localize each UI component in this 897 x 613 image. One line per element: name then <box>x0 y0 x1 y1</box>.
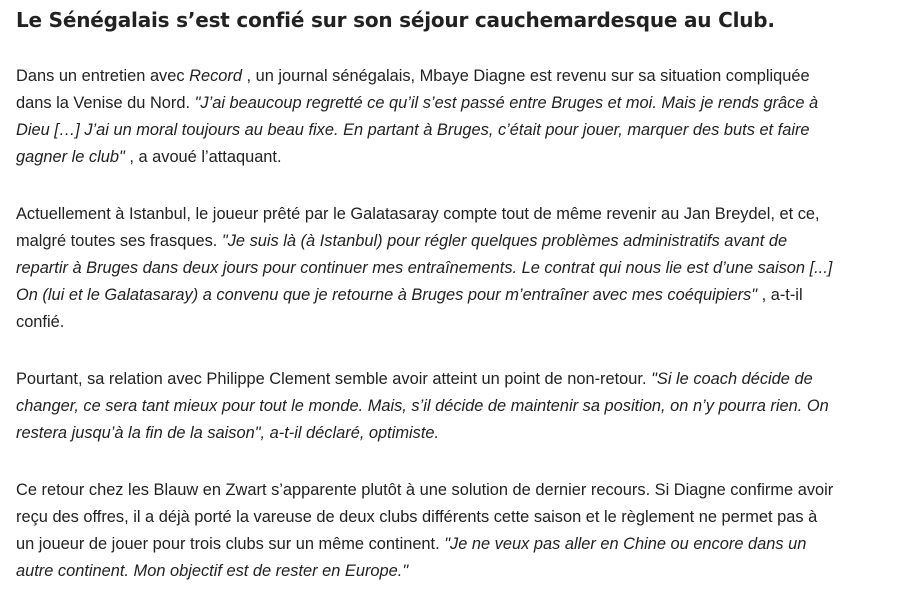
paragraph-line <box>16 477 833 504</box>
quote-text: "J’ai beaucoup regretté ce qu’il s’est passé entre Bruges et moi. Mais je rends grâce à <box>194 94 819 112</box>
paragraph-line <box>16 531 833 558</box>
body-text: , a avoué l’attaquant. <box>124 148 282 166</box>
quote-text: gagner le club" <box>16 148 125 166</box>
paragraph-line <box>16 366 829 393</box>
body-text: reçu des offres, il a déjà porté la vareuse de deux clubs différents cette saison et le règlement ne permet pas à <box>16 508 818 526</box>
body-text: Ce retour chez les Blauw en Zwart s’apparente plutôt à une solution de dernier recours. Si Diagne confirme avoir <box>16 481 834 499</box>
quote-text: restera jusqu’à la fin de la saison", a-t-il déclaré, optimiste. <box>16 424 440 442</box>
body-text: dans la Venise du Nord. <box>16 94 195 112</box>
paragraph-line <box>16 144 818 171</box>
paragraph-line <box>16 420 829 447</box>
paragraph-line <box>16 309 832 336</box>
paragraph-line <box>16 255 832 282</box>
article-paragraph <box>16 201 832 336</box>
paragraph-line <box>16 558 833 585</box>
quote-text: On (lui et le Galatasaray) a convenu que je retourne à Bruges pour m’entraîner avec mes coéquipiers" <box>16 286 758 304</box>
body-text: Actuellement à Istanbul, le joueur prêté par le Galatasaray compte tout de même revenir au Jan Breydel, et ce, <box>16 205 820 223</box>
body-text: Pourtant, sa relation avec Philippe Clement semble avoir atteint un point de non-retour. <box>16 370 652 388</box>
article-headline: Le Sénégalais s’est confié sur son séjour cauchemardesque au Club. <box>16 8 775 32</box>
article-paragraph <box>16 63 818 171</box>
quote-text: "Si le coach décide de <box>651 370 813 388</box>
body-text: Dans un entretien avec <box>16 67 190 85</box>
quote-text: autre continent. Mon objectif est de rester en Europe." <box>16 562 409 580</box>
paragraph-line <box>16 117 818 144</box>
body-text: confié. <box>16 313 65 331</box>
article-paragraph <box>16 366 829 447</box>
paragraph-line <box>16 201 832 228</box>
body-text: , a-t-il <box>757 286 803 304</box>
body-text: , un journal sénégalais, Mbaye Diagne est revenu sur sa situation compliquée <box>241 67 810 85</box>
paragraph-line <box>16 504 833 531</box>
body-text: un joueur de jouer pour trois clubs sur un même continent. <box>16 535 445 553</box>
quote-text: "Je ne veux pas aller en Chine ou encore dans un <box>444 535 807 553</box>
quote-text: Record <box>189 67 242 85</box>
paragraph-line <box>16 90 818 117</box>
paragraph-line <box>16 63 818 90</box>
quote-text: "Je suis là (à Istanbul) pour régler quelques problèmes administratifs avant de <box>221 232 788 250</box>
article <box>16 0 897 580</box>
quote-text: Dieu […] J’ai un moral toujours au beau fixe. En partant à Bruges, c’était pour jouer, marquer des buts et faire <box>16 121 810 139</box>
quote-text: changer, ce sera tant mieux pour tout le monde. Mais, s’il décide de maintenir sa position, on n’y pourra rien. On <box>16 397 829 415</box>
paragraph-line <box>16 282 832 309</box>
paragraph-line <box>16 393 829 420</box>
article-paragraph <box>16 477 833 585</box>
paragraph-line <box>16 228 832 255</box>
quote-text: repartir à Bruges dans deux jours pour continuer mes entraînements. Le contrat qui nous lie est d’une saison [...] <box>16 259 833 277</box>
body-text: malgré toutes ses frasques. <box>16 232 222 250</box>
